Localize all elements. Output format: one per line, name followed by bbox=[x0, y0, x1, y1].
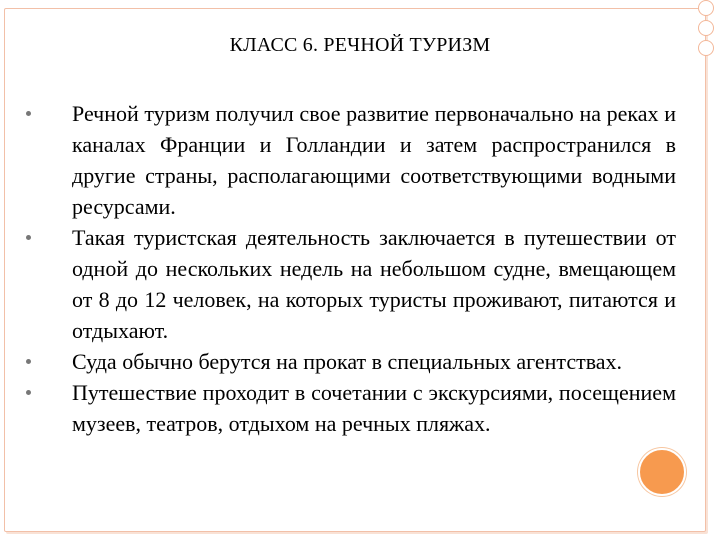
bullet-dot-icon bbox=[26, 111, 31, 116]
bullet-dot-icon bbox=[26, 390, 31, 395]
orange-circle-decoration bbox=[638, 448, 686, 496]
bullet-dot-icon bbox=[26, 359, 31, 364]
bullet-text: Суда обычно берутся на прокат в специальных агентствах. bbox=[72, 349, 623, 374]
bullet-item bbox=[26, 222, 676, 346]
slide-title: КЛАСС 6. РЕЧНОЙ ТУРИЗМ bbox=[229, 34, 491, 56]
binder-ring-decoration bbox=[698, 0, 714, 16]
bullet-dot-icon bbox=[26, 235, 31, 240]
bullet-item bbox=[26, 346, 676, 377]
bullet-item bbox=[26, 377, 676, 439]
bullet-list bbox=[26, 98, 676, 439]
bullet-item bbox=[26, 98, 676, 222]
bullet-text: Путешествие проходит в сочетании с экскурсиями, посещением музеев, театров, отдыхом на речных пляжах. bbox=[72, 380, 676, 436]
bullet-text: Речной туризм получил свое развитие первоначально на реках и каналах Франции и Голландии и затем распространился в другие страны, располагающими соответствующими водными ресурсами. bbox=[72, 101, 676, 219]
bullet-text: Такая туристская деятельность заключается в путешествии от одной до нескольких недель на небольшом судне, вмещающем от 8 до 12 человек, на которых туристы проживают, питаются и отдыхают. bbox=[72, 225, 676, 343]
